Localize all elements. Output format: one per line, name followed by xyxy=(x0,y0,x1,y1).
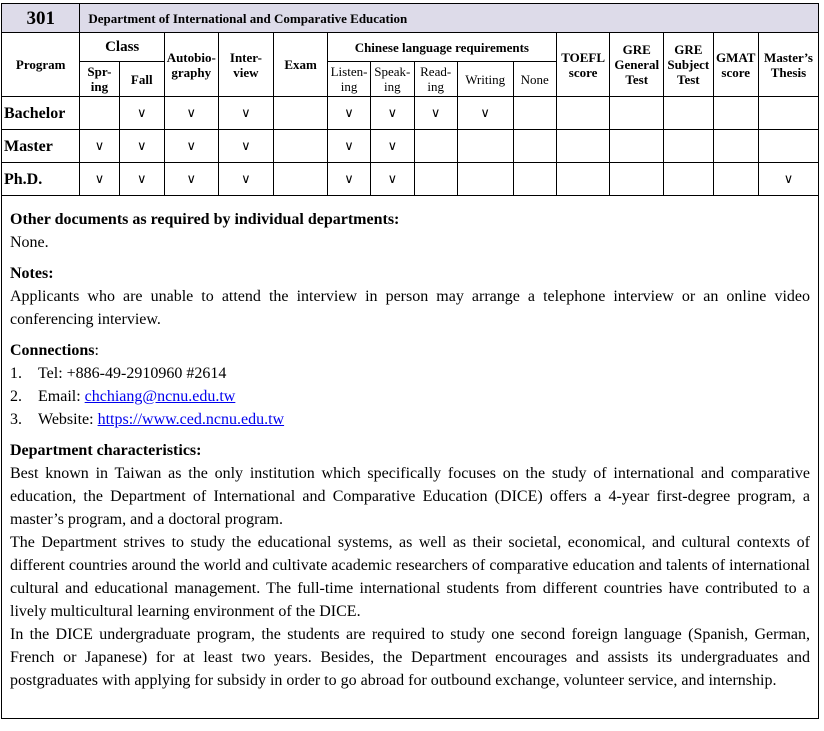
cell-speaking: ∨ xyxy=(371,130,414,163)
cell-interview: ∨ xyxy=(218,163,274,196)
cell-exam xyxy=(274,163,328,196)
requirements-rows xyxy=(2,97,819,196)
connection-email xyxy=(10,385,810,408)
cell-thesis xyxy=(758,97,818,130)
cell-gre-general xyxy=(610,130,664,163)
cell-gre-general xyxy=(610,163,664,196)
cell-writing: ∨ xyxy=(457,97,513,130)
title-row xyxy=(2,4,819,33)
cell-none xyxy=(513,97,556,130)
col-listening: Listen-ing xyxy=(327,62,370,97)
details-section xyxy=(1,196,819,719)
connection-number: 1. xyxy=(10,365,22,382)
col-exam: Exam xyxy=(274,33,328,97)
col-fall: Fall xyxy=(119,62,164,97)
department-page xyxy=(1,3,819,719)
cell-fall: ∨ xyxy=(119,163,164,196)
cell-thesis xyxy=(758,130,818,163)
table-row xyxy=(2,97,819,130)
col-gre-subject: GRE Subject Test xyxy=(664,33,714,97)
connection-label: Tel: xyxy=(38,365,67,382)
characteristics-paragraph-3: In the DICE undergraduate program, the students are required to study one second foreign language (Spanish, German, French or Japanese) for at least two years. Besides, the Department encourages and assists its undergraduates and postgraduates with applying for subsidy in order to go abroad for outbound exchange, volunteer service, and internship. xyxy=(10,626,810,689)
cell-exam xyxy=(274,130,328,163)
program-name: Ph.D. xyxy=(2,163,80,196)
cell-toefl xyxy=(556,130,610,163)
program-name: Master xyxy=(2,130,80,163)
program-name: Bachelor xyxy=(2,97,80,130)
other-docs-title: Other documents as required by individual departments: xyxy=(10,211,400,228)
col-none: None xyxy=(513,62,556,97)
cell-interview: ∨ xyxy=(218,97,274,130)
cell-gre-subject xyxy=(664,97,714,130)
website-link[interactable]: https://www.ced.ncnu.edu.tw xyxy=(97,411,285,428)
characteristics-paragraph-1: Best known in Taiwan as the only institution which specifically focuses on the study of international and comparative education, the Department of International and Comparative Education (DICE) offers a 4-year first-degree program, a master’s program, and a doctoral program. xyxy=(10,465,810,528)
header-row-1 xyxy=(2,33,819,62)
cell-gmat xyxy=(713,97,758,130)
cell-exam xyxy=(274,97,328,130)
cell-speaking: ∨ xyxy=(371,163,414,196)
table-row xyxy=(2,130,819,163)
cell-autobiography: ∨ xyxy=(164,130,218,163)
connection-website xyxy=(10,408,810,431)
cell-writing xyxy=(457,130,513,163)
col-interview: Inter-view xyxy=(218,33,274,97)
col-spring: Spr-ing xyxy=(80,62,119,97)
table-row xyxy=(2,163,819,196)
col-toefl: TOEFL score xyxy=(556,33,610,97)
cell-autobiography: ∨ xyxy=(164,97,218,130)
connection-number: 2. xyxy=(10,388,22,405)
cell-fall: ∨ xyxy=(119,97,164,130)
cell-reading: ∨ xyxy=(414,97,457,130)
cell-gre-subject xyxy=(664,163,714,196)
col-writing: Writing xyxy=(457,62,513,97)
col-thesis: Master’s Thesis xyxy=(758,33,818,97)
characteristics-title: Department characteristics: xyxy=(10,442,202,459)
cell-gmat xyxy=(713,130,758,163)
cell-spring: ∨ xyxy=(80,163,119,196)
col-chinese-requirements: Chinese language requirements xyxy=(327,33,556,62)
connections-list xyxy=(10,362,810,431)
email-link[interactable]: chchiang@ncnu.edu.tw xyxy=(84,388,236,405)
cell-interview: ∨ xyxy=(218,130,274,163)
cell-fall: ∨ xyxy=(119,130,164,163)
cell-spring: ∨ xyxy=(80,130,119,163)
col-gmat: GMAT score xyxy=(713,33,758,97)
characteristics-paragraph-2: The Department strives to study the educational systems, as well as their societal, economical, and cultural contexts of different countries around the world and cultivate academic researchers of comparative education and talents of international cultural and educational management. The full-time international students from different countries have contributed to a lively multicultural learning environment of the DICE. xyxy=(10,534,810,620)
cell-gre-subject xyxy=(664,130,714,163)
cell-reading xyxy=(414,130,457,163)
cell-none xyxy=(513,163,556,196)
connections-title-text: Connections xyxy=(10,342,95,359)
notes-title: Notes: xyxy=(10,265,54,282)
col-class: Class xyxy=(80,33,165,62)
col-reading: Read-ing xyxy=(414,62,457,97)
col-autobiography: Autobio-graphy xyxy=(164,33,218,97)
cell-toefl xyxy=(556,163,610,196)
connections-title-colon: : xyxy=(94,342,99,359)
cell-autobiography: ∨ xyxy=(164,163,218,196)
cell-listening: ∨ xyxy=(327,97,370,130)
connections-title xyxy=(10,339,810,362)
department-title: Department of International and Comparative Education xyxy=(80,4,819,33)
connection-number: 3. xyxy=(10,411,22,428)
cell-thesis: ∨ xyxy=(758,163,818,196)
connection-label: Website: xyxy=(38,411,98,428)
department-code: 301 xyxy=(2,4,80,33)
notes-text: Applicants who are unable to attend the interview in person may arrange a telephone interview or an online video conferencing interview. xyxy=(10,288,810,328)
other-docs-text: None. xyxy=(10,234,49,251)
phone-number: +886-49-2910960 #2614 xyxy=(66,365,227,382)
cell-none xyxy=(513,130,556,163)
connection-tel xyxy=(10,362,810,385)
col-speaking: Speak-ing xyxy=(371,62,414,97)
cell-listening: ∨ xyxy=(327,163,370,196)
cell-speaking: ∨ xyxy=(371,97,414,130)
cell-gre-general xyxy=(610,97,664,130)
cell-writing xyxy=(457,163,513,196)
cell-listening: ∨ xyxy=(327,130,370,163)
cell-toefl xyxy=(556,97,610,130)
col-gre-general: GRE General Test xyxy=(610,33,664,97)
col-program: Program xyxy=(2,33,80,97)
connection-label: Email: xyxy=(38,388,85,405)
requirements-table xyxy=(1,3,819,196)
cell-spring xyxy=(80,97,119,130)
cell-gmat xyxy=(713,163,758,196)
cell-reading xyxy=(414,163,457,196)
